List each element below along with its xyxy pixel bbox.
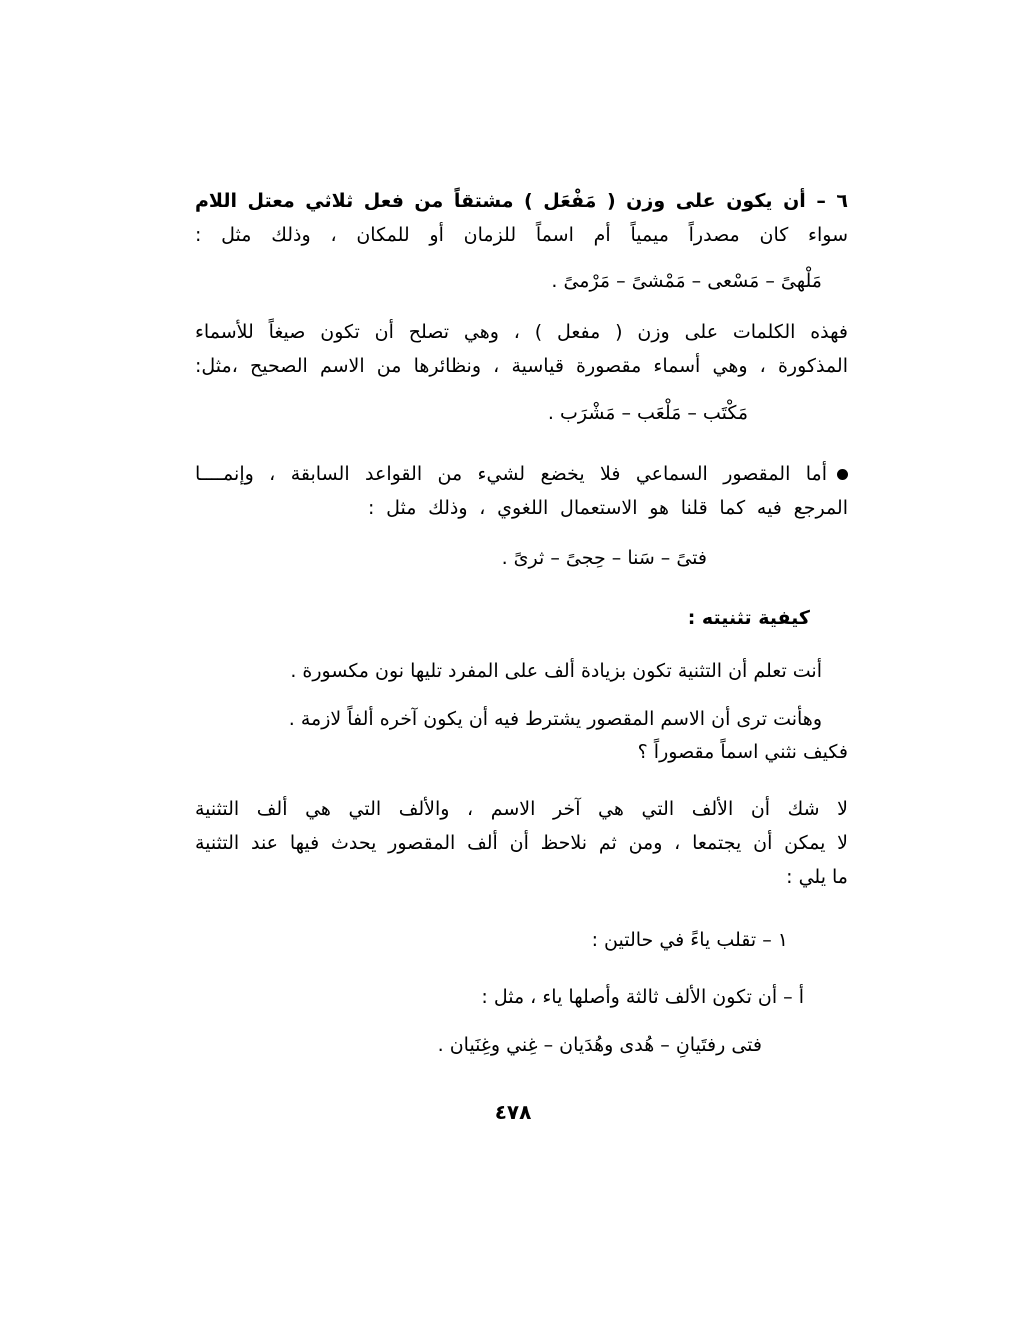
list-item-a: أ – أن تكون الألف ثالثة وأصلها ياء ، مثل : <box>481 986 804 1008</box>
list-item-1: ١ – تقلب ياءً في حالتين : <box>591 929 788 951</box>
paragraph-2-line-1: وهأنت ترى أن الاسم المقصور يشترط فيه أن يكون آخره ألفاً لازمة . <box>288 708 822 730</box>
examples-line-4: فتى رفتَيانِ – هُدى وهُدَيان – غِني وغِنَيان . <box>437 1034 762 1056</box>
paragraph-line-1: فهذه الكلمات على وزن ( مفعل ) ، وهي تصلح أن تكون صيغاً للأسماء <box>195 321 848 343</box>
paragraph-3-line-2: لا يمكن أن يجتمعا ، ومن ثم نلاحظ أن ألف المقصور يحدث فيها عند التثنية <box>195 832 848 854</box>
rule-6-line-1 <box>195 186 848 216</box>
paragraph-2-line-2: فكيف نثني اسماً مقصوراً ؟ <box>637 741 848 763</box>
paragraph-1: أنت تعلم أن التثنية تكون بزيادة ألف على المفرد تليها نون مكسورة . <box>290 660 822 682</box>
rule-6-line-2: سواء كان مصدراً ميمياً أم اسماً للزمان أو للمكان ، وذلك مثل : <box>195 224 848 246</box>
paragraph-3-line-3: ما يلي : <box>786 866 848 888</box>
bullet-paragraph-line-2: المرجع فيه كما قلنا هو الاستعمال اللغوي ، وذلك مثل : <box>368 497 848 519</box>
section-heading: كيفية تثنيته : <box>687 607 810 629</box>
examples-line-2: مَكْتَب – مَلْعَب – مَشْرَب . <box>547 402 748 424</box>
page-number: ٤٧٨ <box>494 1100 532 1124</box>
examples-line-3: فتىً – سَنا – حِجىً – ثرىً . <box>501 547 707 569</box>
rule-6-text: ٦ – أن يكون على وزن ( مَفْعَل ) مشتقاً من فعل ثلاثي معتل اللام <box>195 190 848 212</box>
examples-line-1: مَلْهىً – مَسْعى – مَمْشىً – مَرْمىً . <box>551 270 822 292</box>
paragraph-line-2: المذكورة ، وهي أسماء مقصورة قياسية ، ونظائرها من الاسم الصحيح ،مثل: <box>195 355 848 377</box>
bullet-text: أما المقصور السماعي فلا يخضع لشيء من القواعد السابقة ، وإنمــــا <box>195 463 827 485</box>
bullet-paragraph-line-1 <box>195 459 848 489</box>
paragraph-3-line-1: لا شك أن الألف التي هي آخر الاسم ، والألف التي هي ألف التثنية <box>195 798 848 820</box>
bullet-icon <box>837 469 848 480</box>
